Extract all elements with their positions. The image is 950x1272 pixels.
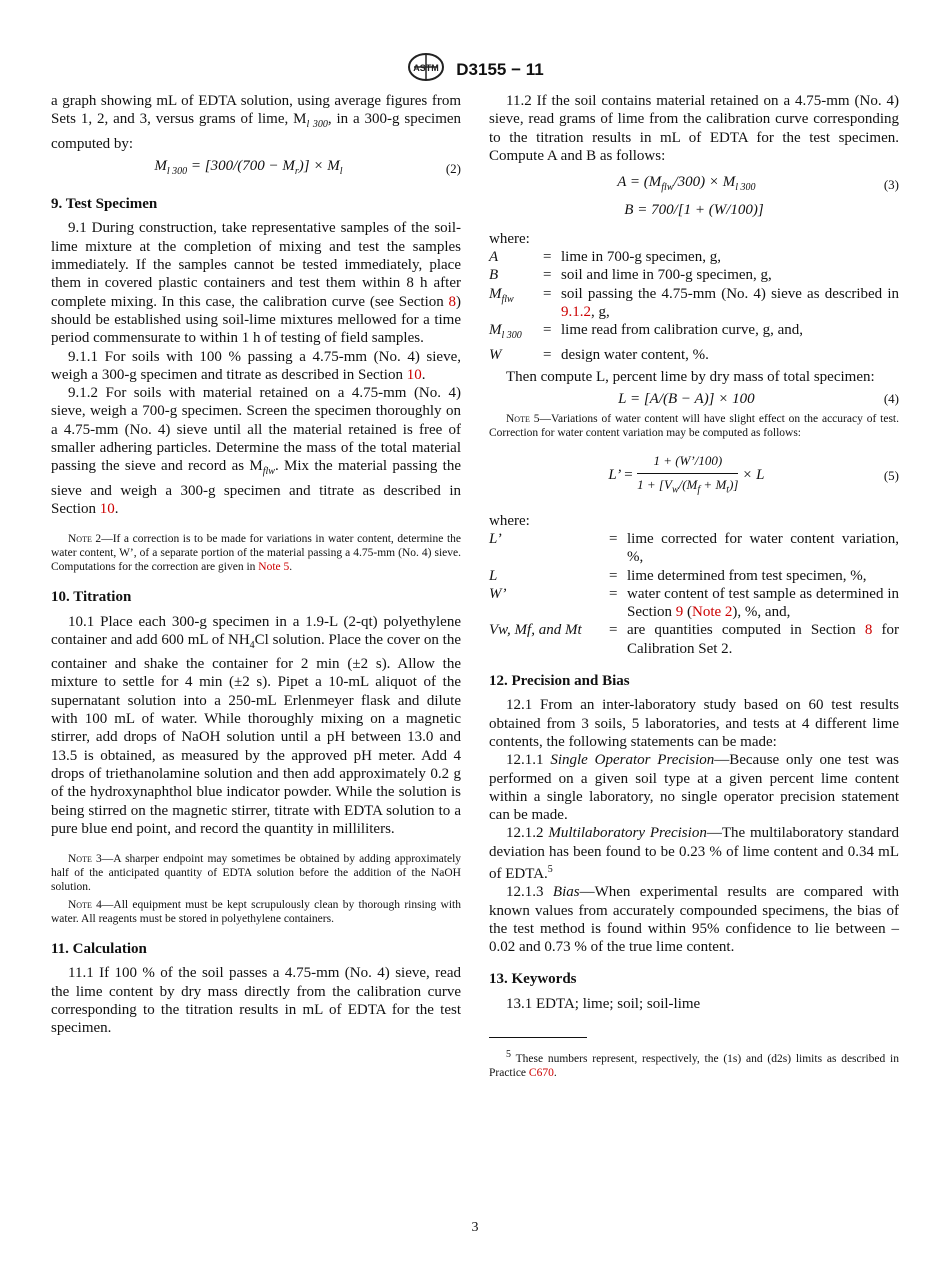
link-c670[interactable]: C670 [528, 1066, 554, 1079]
where-2: where: [489, 512, 530, 529]
note-4: Note 4—All equipment must be kept scrupulously clean by thorough rinsing with water. All reagents must be stored in polyethylene containers. [51, 899, 461, 926]
definition-row: L’ = lime corrected for water content variation, %, [489, 530, 899, 566]
link-section-8[interactable]: 8 [448, 293, 456, 310]
page-number: 3 [471, 1220, 479, 1235]
link-section-10b[interactable]: 10 [99, 500, 115, 517]
equation-4: L = [A/(B − A)] × 100 (4) [618, 391, 899, 408]
section-12-title: 12. Precision and Bias [489, 673, 630, 690]
paragraph-9-1: 9.1 During construction, take representative samples of the soil-lime mixture at the completion of mixing and test the samples immediately. If the samples cannot be tested immediately, place them in covered plastic containers and test them within 8 h after complete mixing. In this case, the calibration curve (see Section 8) should be established using soil-lime mixtures mellowed for a time period commensurate to within 1 h of testing of field samples. [51, 220, 461, 347]
section-10-title: 10. Titration [51, 589, 132, 606]
link-section-8b[interactable]: 8 [864, 622, 873, 639]
footnote-5: $^5$ These numbers represent, respectively, the (1s) and (d2s) limits as described in Practice C670. [489, 1049, 899, 1079]
equation-3a: $A = (M_{flw}/300) \times M_{l 300}$ (3) [617, 174, 899, 194]
standard-designation: D3155 − 11 [456, 59, 544, 79]
definition-row: W = design water content, %. [489, 346, 709, 363]
link-9-1-2[interactable]: 9.1.2 [561, 303, 591, 320]
note-3: Note 3—A sharper endpoint may sometimes be obtained by adding approximately half of the anticipated quantity of EDTA solution before the addition of the NaOH solution. [51, 853, 462, 894]
definition-row: L = lime determined from test specimen, %, [489, 567, 867, 584]
definition-row: $M_{l 300}$ = lime read from calibration curve, g, and, [489, 322, 803, 342]
definition-row: A = lime in 700-g specimen, g, [489, 249, 721, 266]
link-note-5[interactable]: Note 5 [258, 561, 290, 574]
paragraph-12-1-3: 12.1.3 Bias—When experimental results are compared with known values from accurately compounded specimens, the bias of the test method is found within 95% confidence to lie between –0.02 and 0.73 % of the true lime content. [489, 884, 899, 956]
definition-row: B = soil and lime in 700-g specimen, g, [489, 267, 772, 284]
definitions-1 [489, 248, 899, 364]
left-column [51, 92, 461, 1038]
right-column [489, 92, 899, 1080]
paragraph-9-1-1: 9.1.1 For soils with 100 % passing a 4.75-mm (No. 4) sieve, weigh a 300-g specimen and titrate as described in Section 10. [51, 348, 461, 383]
paragraph-9-1-2: 9.1.2 For soils with material retained on a 4.75-mm (No. 4) sieve, weigh a 700-g specimen. Screen the specimen thoroughly on a 4.75-mm (No. 4) sieve until all the material retained is free of smaller adhering particles. Determine the mass of the total material passing the sieve and record as $M_{flw}$. Mix the material passing the sieve and weigh a 300-g specimen and titrate as described in Section 10. [51, 385, 461, 517]
svg-text:ASTM: ASTM [413, 63, 440, 73]
where-1: where: [489, 230, 530, 247]
section-9-title: 9. Test Specimen [51, 196, 158, 213]
note-2: Note 2—If a correction is to be made for variations in water content, determine the water content, W’, of a separate portion of the material passing a 4.75-mm (No. 4) sieve. Computations for the correction are given in Note 5. [51, 533, 461, 574]
link-section-10[interactable]: 10 [406, 366, 422, 383]
note-5: Note 5—Variations of water content will have slight effect on the accuracy of test. Correction for water content variation may be computed as follows: [489, 413, 899, 440]
paragraph-then: Then compute L, percent lime by dry mass of total specimen: [506, 368, 875, 385]
definitions-2 [489, 530, 899, 658]
equation-5-fraction: $\frac{1 + (W’/100)}{1 + [V_w/(M_f + M_t)]}$ [637, 453, 739, 496]
paragraph-11-1: 11.1 If 100 % of the soil passes a 4.75-mm (No. 4) sieve, read the lime content by dry mass directly from the calibration curve corresponding to the titration results in mL of EDTA for the test specimen. [51, 965, 461, 1037]
paragraph-12-1-1: 12.1.1 Single Operator Precision—Because only one test was performed on a given soil type at a given percent lime content within a single laboratory, no single operator precision statement can be made. [489, 752, 899, 824]
definition-row: W’ = water content of test sample as determined in Section 9 (Note 2), %, and, [489, 585, 899, 621]
section-13-title: 13. Keywords [489, 971, 577, 988]
paragraph-11-2: 11.2 If the soil contains material retained on a 4.75-mm (No. 4) sieve, read grams of lime from the calibration curve corresponding to the titration results in mL of EDTA for the test specimen. Compute A and B as follows: [489, 93, 899, 164]
definition-row: Vw, Mf, and Mt = are quantities computed in Section 8 for Calibration Set 2. [489, 622, 899, 657]
page-header [0, 52, 950, 87]
definition-row: $M_{flw}$ = soil passing the 4.75-mm (No. 4) sieve as described in 9.1.2, g, [489, 285, 899, 320]
intro-paragraph: a graph showing mL of EDTA solution, using average figures from Sets 1, 2, and 3, versus grams of lime, $M_{l 300}$, in a 300-g specimen computed by: [51, 93, 462, 152]
equation-5: L’ = $\frac{1 + (W’/100)}{1 + [V_w/(M_f + M_t)]}$ × L (5) [489, 452, 899, 499]
section-11-title: 11. Calculation [51, 941, 147, 958]
equation-2: $M_{l 300} = [300/(700 - M_r)] \times M_l$ (2) [154, 157, 461, 177]
footnote-rule [489, 1037, 587, 1038]
link-note-2[interactable]: Note 2 [692, 604, 733, 621]
astm-logo-icon [406, 52, 446, 87]
link-section-9[interactable]: 9 [675, 604, 684, 621]
equation-3b: B = 700/[1 + (W/100)] [624, 202, 764, 219]
paragraph-10-1: 10.1 Place each 300-g specimen in a 1.9-L (2-qt) polyethylene container and add 600 mL of $NH_4Cl$ solution. Place the cover on the container and shake the container for 2 min (±2 s). Allow the mixture to settle for 4 min (±2 s). Pipet a 10-mL aliquot of the supernatant solution into a 250-mL Erlenmeyer flask and dilute with 100 mL of water. While thoroughly mixing on a magnetic stirrer, add drops of NaOH solution until a pH between 13.0 and 13.5 is obtained, as measured by the approved pH meter. Add 4 drops of triethanolamine solution and then add approximately 0.2 g of the hydroxynaphthol blue indicator powder. While the solution is being stirred on the magnetic stirrer, titrate with EDTA solution to a pure blue end point, and record the quantity in milliliters. [51, 613, 461, 837]
paragraph-12-1-2: 12.1.2 Multilaboratory Precision—The multilaboratory standard deviation has been found to be 0.23 % of lime content and 0.34 mL of EDTA.$^5$ [489, 825, 899, 882]
paragraph-13-1: 13.1 EDTA; lime; soil; soil-lime [506, 995, 701, 1012]
paragraph-12-1: 12.1 From an inter-laboratory study based on 60 test results obtained from 3 soils, 5 laboratories, and tests at 4 different lime contents, the following statements can be made: [489, 697, 899, 750]
